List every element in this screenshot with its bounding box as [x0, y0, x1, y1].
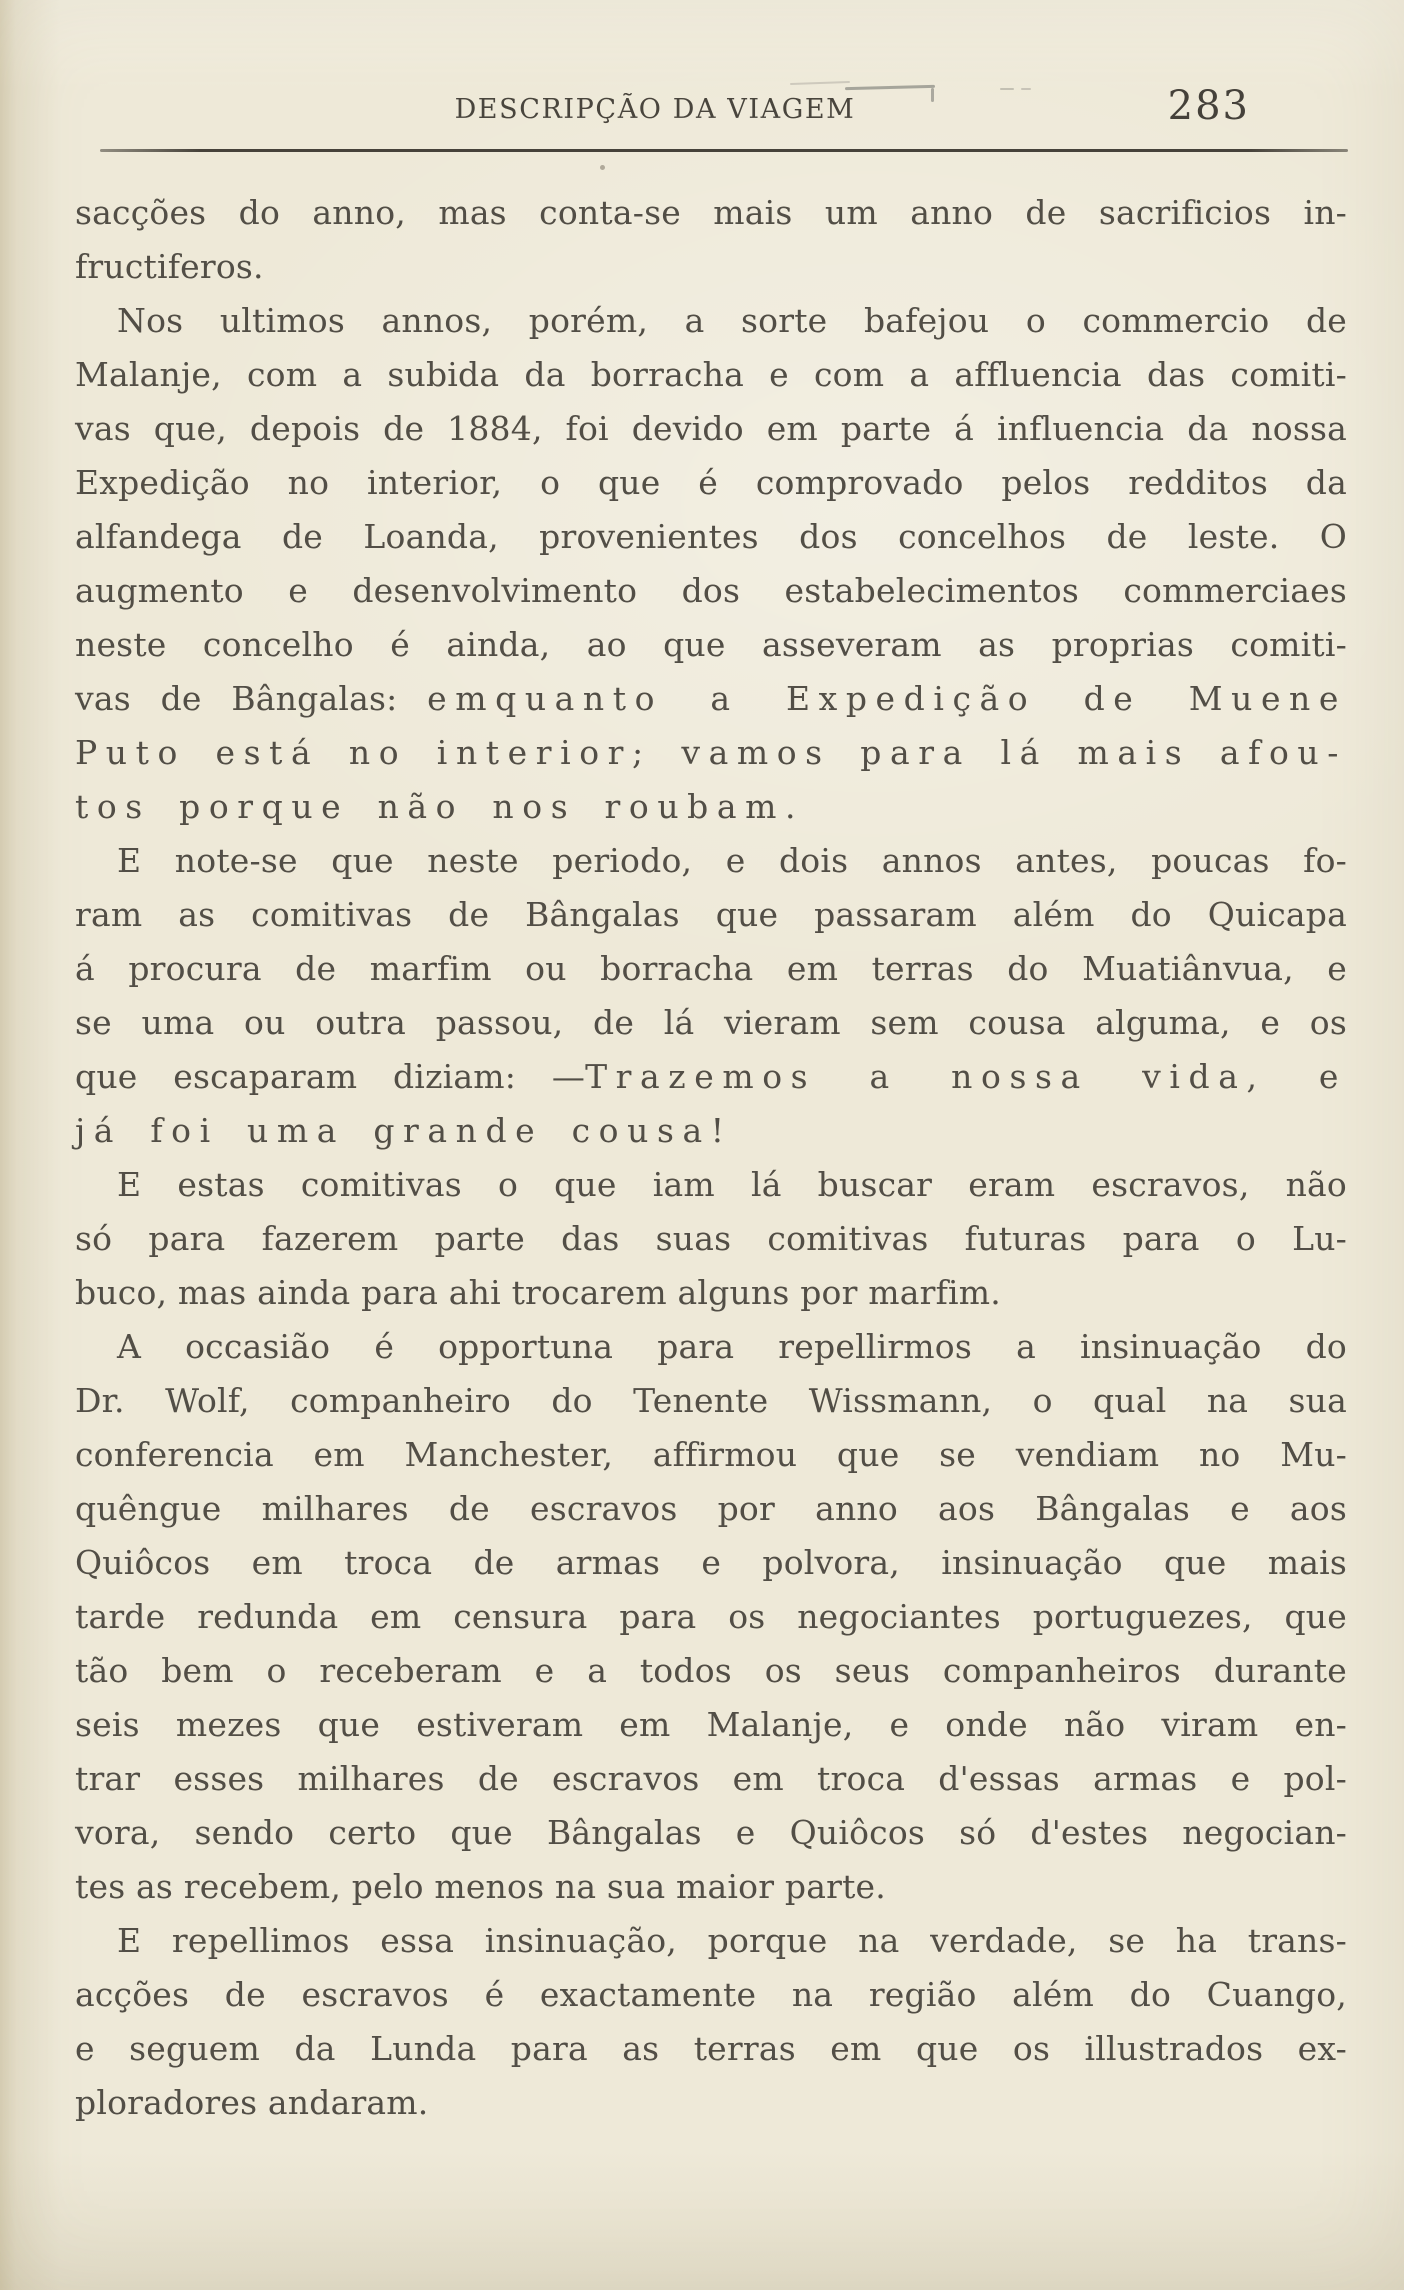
pen-mark [1021, 88, 1031, 90]
body-text: tão bem o receberam e a todos os seus companheiros durante [75, 1651, 1347, 1690]
text-line [75, 456, 1347, 510]
text-line [75, 1968, 1347, 2022]
text-line [75, 996, 1347, 1050]
letterspaced-text: Puto está no interior; vamos para lá mais afou- [75, 733, 1347, 772]
ink-speck [600, 165, 605, 170]
pen-mark [790, 81, 850, 85]
letterspaced-text: emquanto a Expedição de Muene [427, 679, 1347, 718]
body-text: neste concelho é ainda, ao que asseveram as proprias comiti- [75, 625, 1347, 664]
body-text: só para fazerem parte das suas comitivas futuras para o Lu- [75, 1219, 1347, 1258]
body-text: E note-se que neste periodo, e dois annos antes, poucas fo- [117, 841, 1347, 880]
body-text: conferencia em Manchester, affirmou que se vendiam no Mu- [75, 1435, 1347, 1474]
text-line [75, 1428, 1347, 1482]
text-line [75, 672, 1347, 726]
text-line [75, 834, 1347, 888]
body-text: tes as recebem, pelo menos na sua maior parte. [75, 1867, 886, 1906]
body-text: augmento e desenvolvimento dos estabelecimentos commerciaes [75, 571, 1347, 610]
text-line [75, 1860, 1347, 1914]
body-text: A occasião é opportuna para repellirmos a insinuação do [117, 1327, 1347, 1366]
pen-mark [1000, 88, 1014, 90]
text-line [75, 348, 1347, 402]
text-line [75, 1158, 1347, 1212]
body-text: alfandega de Loanda, provenientes dos concelhos de leste. O [75, 517, 1347, 556]
text-line [75, 1914, 1347, 1968]
text-line [75, 186, 1347, 240]
letterspaced-text: Trazemos a nossa vida, e [585, 1057, 1348, 1096]
page-text [75, 186, 1347, 2130]
body-text: vas que, depois de 1884, foi devido em parte á influencia da nossa [75, 409, 1347, 448]
text-line [75, 1320, 1347, 1374]
text-line [75, 564, 1347, 618]
letterspaced-text: já foi uma grande cousa! [75, 1111, 733, 1150]
body-text: que escaparam diziam: — [75, 1057, 586, 1096]
body-text: ploradores andaram. [75, 2083, 429, 2122]
body-text: ram as comitivas de Bângalas que passaram além do Quicapa [75, 895, 1347, 934]
text-line [75, 1806, 1347, 1860]
header-rule [100, 149, 1348, 152]
body-text: E estas comitivas o que iam lá buscar eram escravos, não [117, 1165, 1347, 1204]
body-text: seis mezes que estiveram em Malanje, e onde não viram en- [75, 1705, 1347, 1744]
page-number: 283 [1167, 83, 1250, 129]
text-line [75, 2076, 1347, 2130]
text-line [75, 1212, 1347, 1266]
text-line [75, 510, 1347, 564]
body-text: vas de Bângalas: [75, 679, 428, 718]
pen-mark [845, 85, 935, 90]
text-line [75, 726, 1347, 780]
body-text: Quiôcos em troca de armas e polvora, insinuação que mais [75, 1543, 1347, 1582]
body-text: e seguem da Lunda para as terras em que os illustrados ex- [75, 2029, 1347, 2068]
body-text: tarde redunda em censura para os negociantes portuguezes, que [75, 1597, 1347, 1636]
body-text: fructiferos. [75, 247, 264, 286]
text-line [75, 1590, 1347, 1644]
body-text: á procura de marfim ou borracha em terras do Muatiânvua, e [75, 949, 1347, 988]
text-line [75, 2022, 1347, 2076]
text-line [75, 1536, 1347, 1590]
letterspaced-text: tos porque não nos roubam. [75, 787, 805, 826]
body-text: E repellimos essa insinuação, porque na verdade, se ha trans- [117, 1921, 1347, 1960]
text-line [75, 942, 1347, 996]
body-text: trar esses milhares de escravos em troca d'essas armas e pol- [75, 1759, 1347, 1798]
text-line [75, 402, 1347, 456]
pen-mark [931, 88, 934, 102]
text-line [75, 1104, 1347, 1158]
body-text: buco, mas ainda para ahi trocarem alguns por marfim. [75, 1273, 1001, 1312]
text-line [75, 1698, 1347, 1752]
text-line [75, 1644, 1347, 1698]
text-line [75, 888, 1347, 942]
body-text: quêngue milhares de escravos por anno aos Bângalas e aos [75, 1489, 1347, 1528]
text-line [75, 240, 1347, 294]
body-text: acções de escravos é exactamente na região além do Cuango, [75, 1975, 1347, 2014]
text-line [75, 294, 1347, 348]
text-line [75, 618, 1347, 672]
body-text: se uma ou outra passou, de lá vieram sem cousa alguma, e os [75, 1003, 1347, 1042]
body-text: sacções do anno, mas conta-se mais um anno de sacrificios in- [75, 193, 1347, 232]
body-text: Malanje, com a subida da borracha e com a affluencia das comiti- [75, 355, 1347, 394]
text-line [75, 1266, 1347, 1320]
text-line [75, 780, 1347, 834]
text-line [75, 1482, 1347, 1536]
text-line [75, 1374, 1347, 1428]
body-text: Dr. Wolf, companheiro do Tenente Wissmann, o qual na sua [75, 1381, 1347, 1420]
text-line [75, 1752, 1347, 1806]
text-line [75, 1050, 1347, 1104]
body-text: Nos ultimos annos, porém, a sorte bafejou o commercio de [117, 301, 1347, 340]
body-text: Expedição no interior, o que é comprovado pelos redditos da [75, 463, 1347, 502]
running-title: DESCRIPÇÃO DA VIAGEM [454, 94, 856, 125]
body-text: vora, sendo certo que Bângalas e Quiôcos só d'estes negocian- [75, 1813, 1347, 1852]
